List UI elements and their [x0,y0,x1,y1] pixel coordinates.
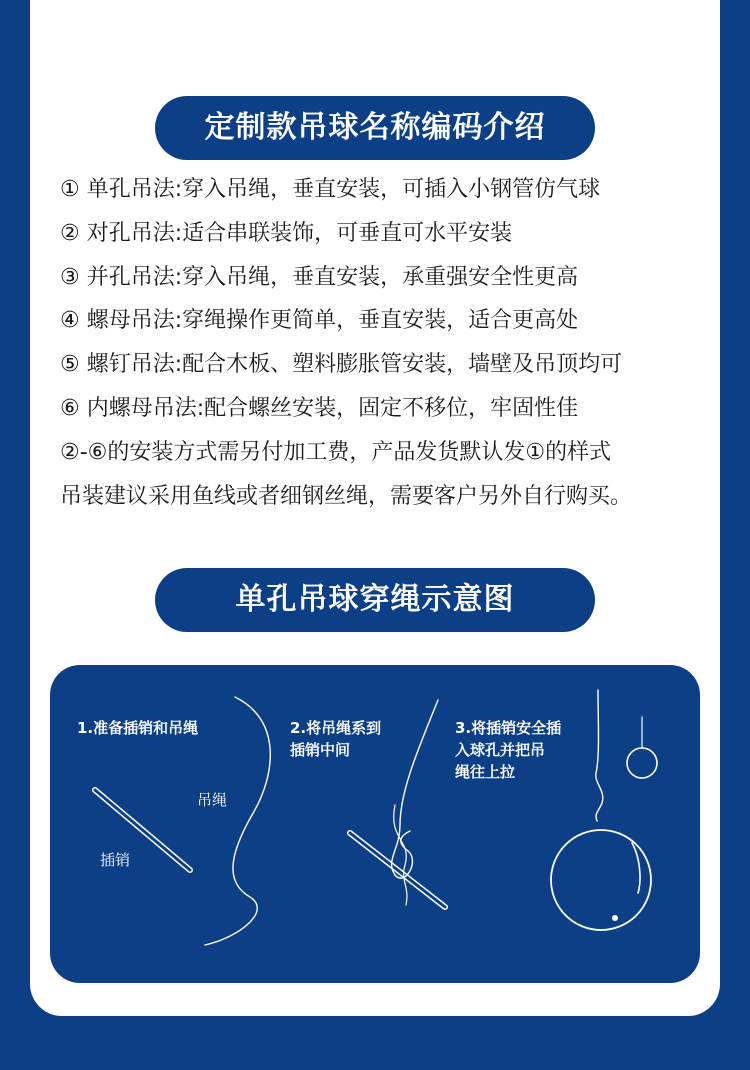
hung-ball-icon [551,690,651,930]
rope-label: 吊绳 [197,791,228,809]
rope-icon [205,697,270,945]
list-item: ④ 螺母吊法:穿绳操作更简单，垂直安装，适合更高处 [60,308,579,334]
note-line: ②-⑥的安装方式需另付加工费，产品发货默认发①的样式 [60,439,612,465]
step-1-label: 1.准备插销和吊绳 [77,719,199,737]
list-item: ③ 并孔吊法:穿入吊绳，垂直安装，承重强安全性更高 [60,264,579,290]
list-item: ② 对孔吊法:适合串联装饰，可垂直可水平安装 [60,220,513,246]
note-line: 吊装建议采用鱼线或者细钢丝绳，需要客户另外自行购买。 [60,483,633,509]
pin-label: 插销 [100,851,131,869]
section-title-diagram: 单孔吊球穿绳示意图 [155,568,595,632]
install-method-list [60,168,705,518]
step-3-label: 3.将插销安全插 入球孔并把吊 绳往上拉 [455,719,562,781]
list-item: ⑤ 螺钉吊法:配合木板、塑料膨胀管安装，墙壁及吊顶均可 [60,352,623,378]
section-title-naming-codes: 定制款吊球名称编码介绍 [155,96,595,160]
list-item: ① 单孔吊法:穿入吊绳，垂直安装，可插入小钢管仿气球 [60,177,601,202]
small-ball-icon [627,717,657,778]
threading-diagram-panel [50,665,700,983]
step-2-label: 2.将吊绳系到 插销中间 [290,719,382,759]
content-card [30,0,720,1016]
threading-diagram-illustration [50,665,700,983]
list-item: ⑥ 内螺母吊法:配合螺丝安装，固定不移位，牢固性佳 [60,395,579,421]
